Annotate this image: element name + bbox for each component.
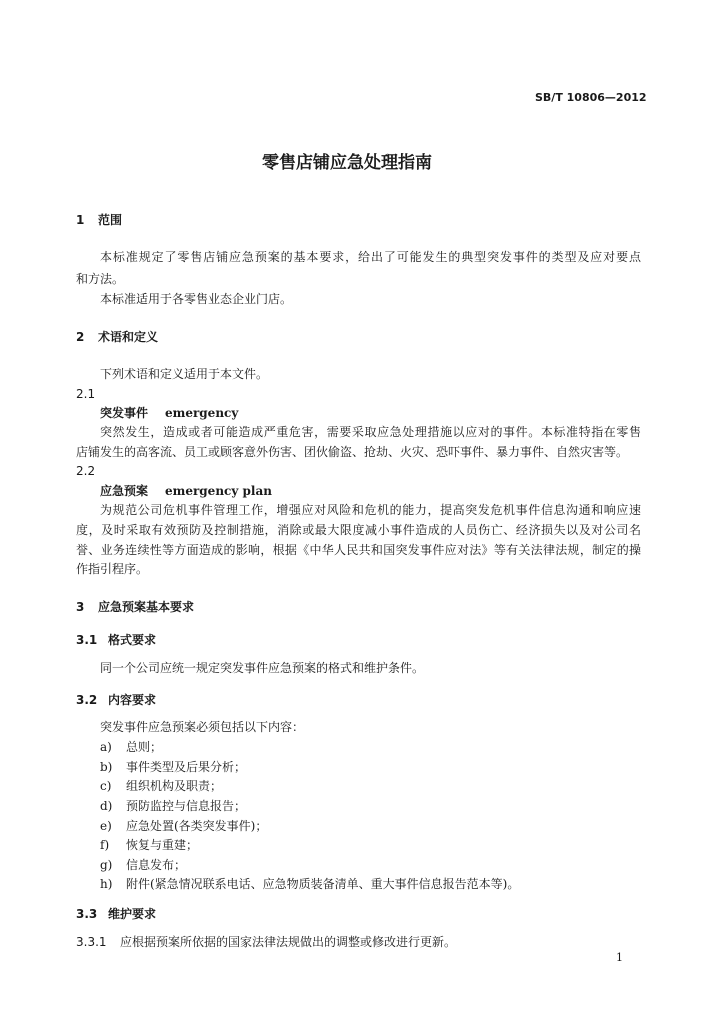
section-3-3-1-text: 应根据预案所依据的国家法律法规做出的调整或修改进行更新。 [120, 935, 457, 949]
section-3-2-heading: 内容要求 [108, 693, 157, 707]
list-item-text: 组织机构及职责； [126, 779, 223, 793]
section-3-1-text: 同一个公司应统一规定突发事件应急预案的格式和维护条件。 [100, 661, 425, 675]
section-3-heading: 应急预案基本要求 [98, 600, 195, 614]
list-item-label: e) [100, 819, 112, 833]
term-2-1-number: 2.1 [76, 387, 96, 401]
list-item-text: 信息发布； [126, 858, 187, 872]
list-item-text: 事件类型及后果分析； [126, 760, 247, 774]
list-item [100, 778, 222, 794]
list-item [100, 798, 246, 814]
list-item-label: c) [100, 779, 112, 793]
list-item-text: 总则； [126, 740, 163, 754]
section-3-1-heading: 格式要求 [108, 633, 157, 647]
list-item [100, 857, 186, 873]
section-1-heading: 范围 [98, 213, 123, 227]
term-2-1-definition-line1: 突然发生，造成或者可能造成严重危害，需要采取应急处理措施以应对的事件。本标准特指在零售 [100, 425, 641, 439]
list-item-label: h) [100, 877, 113, 891]
section-3-3-1-number: 3.3.1 [76, 935, 107, 949]
section-3-3-number: 3.3 [76, 907, 98, 921]
list-item [100, 759, 246, 775]
document-title: 零售店铺应急处理指南 [262, 153, 432, 173]
standard-number: SB/T 10806—2012 [535, 91, 647, 104]
list-item [100, 837, 198, 853]
section-1-para1-line2: 和方法。 [76, 272, 125, 286]
list-item [100, 739, 162, 755]
section-1-para2: 本标准适用于各零售业态企业门店。 [100, 292, 293, 306]
list-item-label: a) [100, 740, 112, 754]
term-2-2-definition-line2: 度，及时采取有效预防及控制措施，消除或最大限度减小事件造成的人员伤亡、经济损失以及对公司名 [76, 523, 641, 537]
term-2-2-number: 2.2 [76, 464, 96, 478]
list-item-label: d) [100, 799, 113, 813]
list-item [100, 818, 267, 834]
term-2-1-english: emergency [165, 406, 239, 420]
section-1-number: 1 [76, 213, 85, 227]
list-item-text: 恢复与重建； [126, 838, 199, 852]
list-item-label: b) [100, 760, 113, 774]
section-3-3-heading: 维护要求 [108, 907, 157, 921]
section-3-number: 3 [76, 600, 85, 614]
section-2-heading: 术语和定义 [98, 330, 159, 344]
page-number: 1 [616, 951, 623, 964]
list-item-text: 预防监控与信息报告； [126, 799, 247, 813]
list-item-label: g) [100, 858, 113, 872]
section-2-intro: 下列术语和定义适用于本文件。 [100, 367, 269, 381]
section-3-2-number: 3.2 [76, 693, 98, 707]
list-item-text: 应急处置(各类突发事件)； [126, 819, 268, 833]
term-2-2-definition-line3: 誉、业务连续性等方面造成的影响，根据《中华人民共和国突发事件应对法》等有关法律法规，制定的操 [76, 543, 641, 557]
list-item [100, 876, 519, 892]
term-2-1-definition-line2: 店铺发生的高客流、员工或顾客意外伤害、团伙偷盗、抢劫、火灾、恐吓事件、暴力事件、自然灾害等。 [76, 445, 629, 459]
term-2-2-english: emergency plan [165, 484, 272, 498]
section-3-1-number: 3.1 [76, 633, 98, 647]
term-2-1-name: 突发事件 [100, 406, 149, 420]
list-item-label: f) [100, 838, 110, 852]
section-1-para1-line1: 本标准规定了零售店铺应急预案的基本要求，给出了可能发生的典型突发事件的类型及应对要点 [100, 250, 641, 264]
list-item-text: 附件(紧急情况联系电话、应急物质装备清单、重大事件信息报告范本等)。 [126, 877, 520, 891]
section-2-number: 2 [76, 330, 85, 344]
section-3-2-intro: 突发事件应急预案必须包括以下内容： [100, 720, 305, 734]
term-2-2-definition-line1: 为规范公司危机事件管理工作，增强应对风险和危机的能力，提高突发危机事件信息沟通和响应速 [100, 503, 641, 517]
term-2-2-name: 应急预案 [100, 484, 149, 498]
term-2-2-definition-line4: 作指引程序。 [76, 562, 149, 576]
